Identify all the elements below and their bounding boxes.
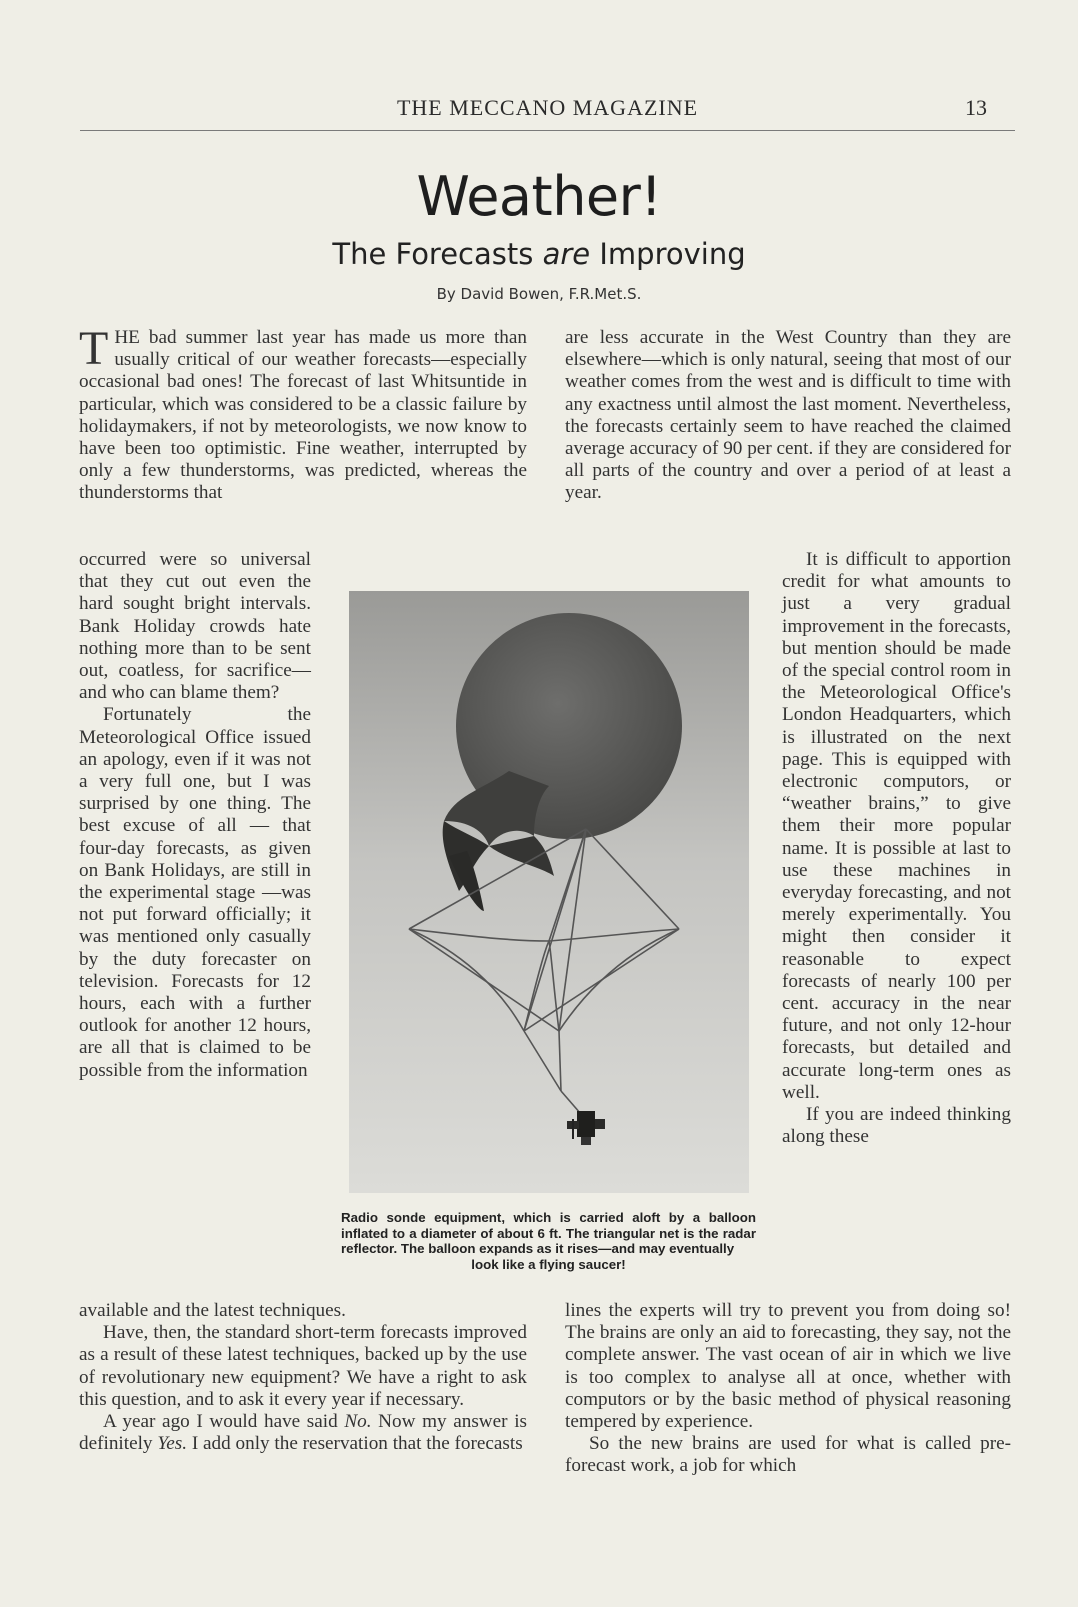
paragraph-1-continued: occurred were so universal that they cut out even the hard sought bright intervals. Bank Holiday crowds hate nothing more than to be sent out, coatless, for sacrifice—and who can blame them? — [79, 549, 311, 704]
right-column-bottom — [565, 1300, 1011, 1478]
caption-last-line: look like a flying saucer! — [471, 1256, 626, 1272]
left-column-narrow — [79, 549, 311, 1082]
figure-caption — [341, 1210, 756, 1272]
page-number: 13 — [965, 95, 987, 120]
article-subtitle: The Forecasts are Improving — [332, 237, 746, 271]
paragraph-2: Fortunately the Meteorological Office issued an apology, even if it was not a very full one, but I was surprised by one thing. The best excuse of all — that four-day forecasts, as given on Bank Holidays, are still in the experimental stage —was not put forward officially; it was mentioned only casually by the duty forecaster on television. Forecasts for 12 hours, each with a further outlook for another 12 hours, are all that is claimed to be possible from the information — [79, 704, 311, 1081]
paragraph-3: Have, then, the standard short-term forecasts improved as a result of these latest techniques, backed up by the use of revolutionary new equipment? We have a right to ask this question, and to ask it every year if necessary. — [79, 1322, 527, 1410]
paragraph-r2: It is difficult to apportion credit for what amounts to just a very gradual improvement in the forecasts, but mention should be made of the special control room in the Meteorological Office's London Headquarters, which is illustrated on the next page. This is equipped with electronic computors, or “weather brains,” to give them their more popular name. It is possible at last to use these machines in everyday forecasting, and not merely experimentally. You might then consider it reasonable to expect forecasts of nearly 100 per cent. accuracy in the near future, and not only 12-hour forecasts, but detailed and accurate long-term ones as well. — [782, 549, 1011, 1103]
caption-text: Radio sonde equipment, which is carried aloft by a balloon inflated to a diameter of about 6 ft. The triangular net is the radar reflector. The balloon expands as it rises—and may eventually — [341, 1210, 756, 1256]
left-column-top — [79, 322, 527, 505]
paragraph-r3-start: If you are indeed thinking along these — [782, 1104, 1011, 1148]
paragraph-r1: are less accurate in the West Country than they are elsewhere—which is only natural, seeing that most of our weather comes from the west and is difficult to time with any exactness until almost the last moment. Nevertheless, the forecasts certainly seem to have reached the claimed average accuracy of 90 per cent. if they are considered for all parts of the country and over a period of at least a year. — [565, 327, 1011, 504]
article-title: Weather! — [416, 165, 662, 228]
paragraph-r3-end: lines the experts will try to prevent you from doing so! The brains are only an aid to forecasting, they say, not the complete answer. The vast ocean of air in which we live is too complex to analyse all at once, whether with computors or by the basic method of physical reasoning tempered by experience. — [565, 1300, 1011, 1433]
paragraph-4: A year ago I would have said No. Now my answer is definitely Yes. I add only the reservation that the forecasts — [79, 1411, 527, 1455]
right-column-top — [565, 327, 1011, 505]
paragraph-r4: So the new brains are used for what is called pre-forecast work, a job for which — [565, 1433, 1011, 1477]
left-column-bottom — [79, 1300, 527, 1455]
drop-cap: T — [79, 322, 109, 375]
right-column-narrow — [782, 549, 1011, 1148]
paragraph-2-end: available and the latest techniques. — [79, 1300, 346, 1321]
article-byline: By David Bowen, F.R.Met.S. — [436, 285, 642, 303]
paragraph-1-start: THE bad summer last year has made us more than usually critical of our weather forecasts—especially occasional bad ones! The forecast of last Whitsuntide in particular, which was considered to be a classic failure by holidaymakers, if not by meteorologists, we now know to have been too optimistic. Fine weather, interrupted by only a few thunderstorms, was predicted, whereas the thunderstorms that — [79, 322, 527, 504]
running-header — [80, 95, 1015, 125]
magazine-name: THE MECCANO MAGAZINE — [396, 95, 699, 120]
header-rule — [80, 130, 1015, 131]
radio-sonde-balloon-photo — [349, 591, 749, 1193]
